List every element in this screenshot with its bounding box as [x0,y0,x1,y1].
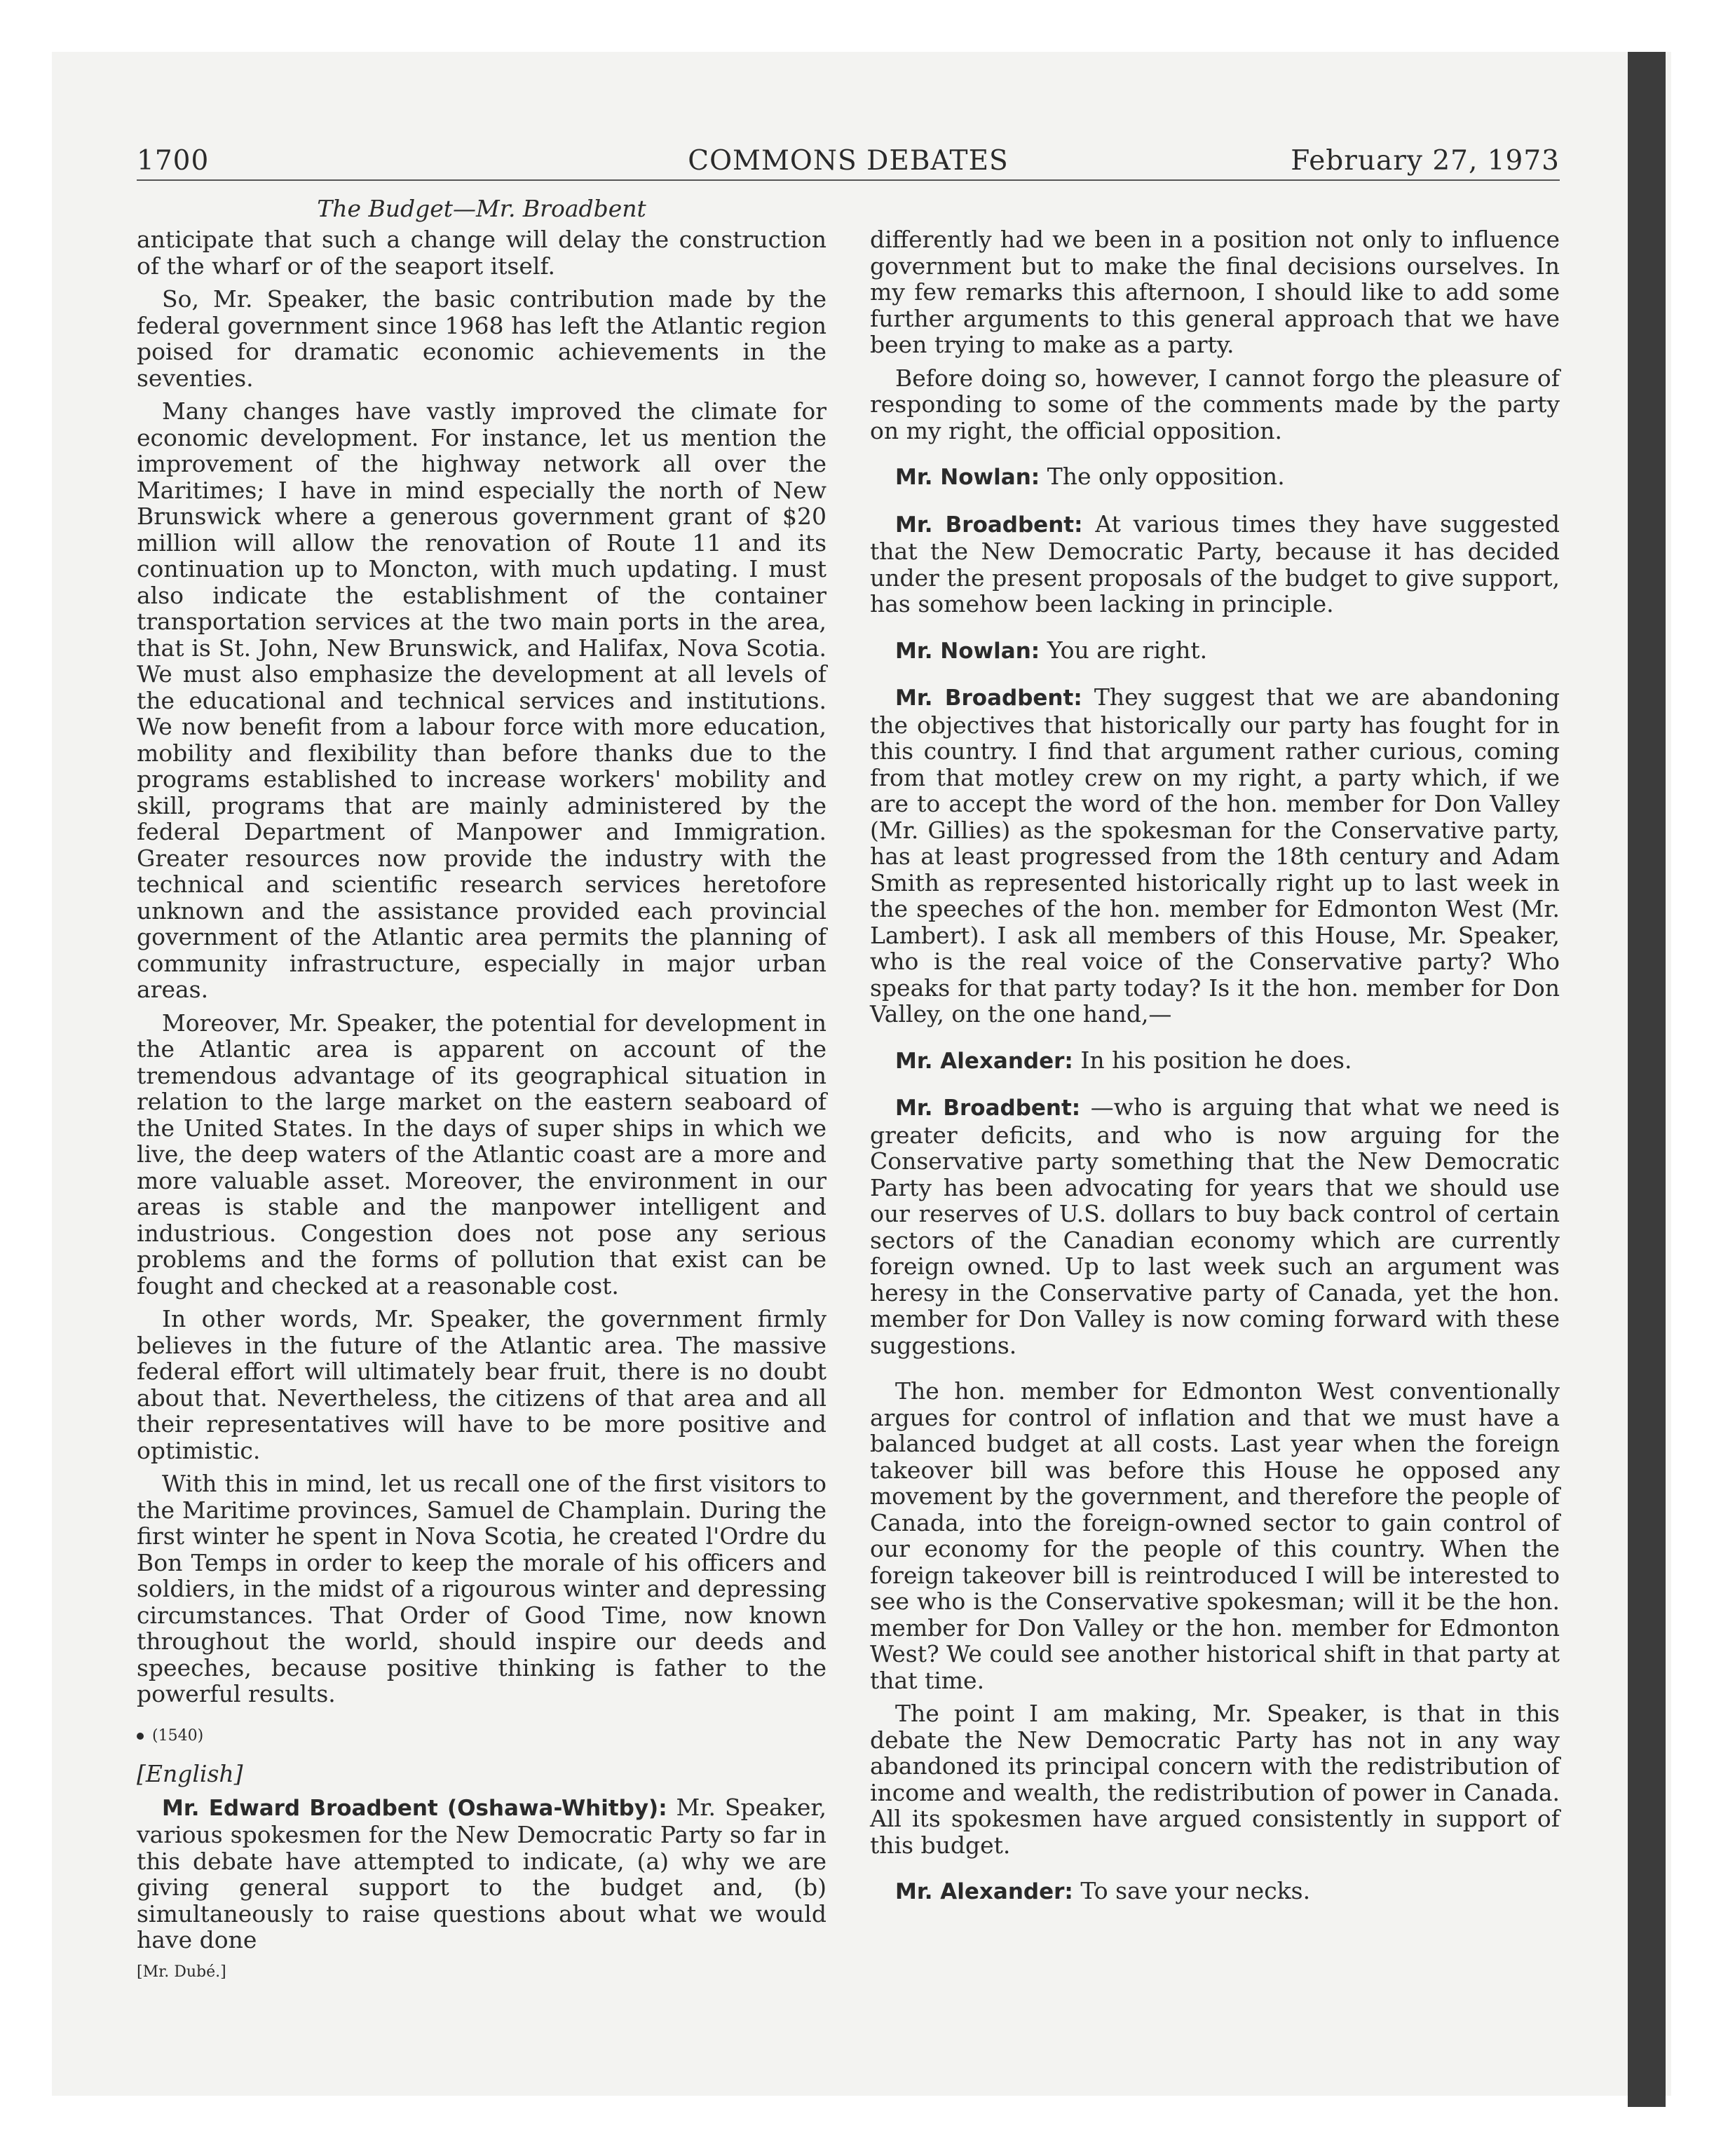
footer-note: [Mr. Dubé.] [137,1963,226,1981]
speech-text: —who is arguing that what we need is greater deficits, and who is now arguing for the Conservative party something that the New Democratic Party has been advocating for years that we should use our reserves of U.S. dollars to buy back control of certain sectors of the Canadian economy which are currently foreign owned. Up to last week such an argument was heresy in the Conservative party of Canada, yet the hon. member for Don Valley is now coming forward with these suggestions. [870,1093,1560,1359]
speaker-name: Mr. Broadbent: [895,685,1082,711]
right-column [870,226,1560,1913]
paragraph: The hon. member for Edmonton West conventionally argues for control of inflation and that we must have a balanced budget at all costs. Last year when the foreign takeover bill was before this House he opposed any movement by the government, and therefore the people of Canada, into the foreign-owned sector to gain control of our economy for the people of this country. When the foreign takeover bill is reintroduced I will be interested to see who is the Conservative spokesman; will it be the hon. member for Don Valley or the hon. member for Edmonton West? We could see another historical shift in that party at that time. [870,1377,1560,1694]
speech-text: You are right. [1047,636,1208,664]
paragraph: So, Mr. Speaker, the basic contribution made by the federal government since 1968 has left the Atlantic region poised for dramatic economic achievements in the seventies. [137,285,826,392]
paragraph: Before doing so, however, I cannot forgo the pleasure of responding to some of the comments made by the party on my right, the official opposition. [870,364,1560,444]
time-marker [137,1727,826,1745]
hansard-page [137,143,1560,1981]
paragraph: anticipate that such a change will delay the construction of the wharf or of the seaport itself. [137,226,826,280]
speaker-name: Mr. Broadbent: [895,1096,1081,1121]
binding-edge [1628,52,1666,2107]
page-header [137,143,1560,181]
paragraph: The point I am making, Mr. Speaker, is that in this debate the New Democratic Party has not in any way abandoned its principal concern with the redistribution of income and wealth, the redistribution of power in Canada. All its spokesmen have argued consistently in support of this budget. [870,1700,1560,1859]
page-number: 1700 [137,145,210,177]
speech-paragraph [870,684,1560,1028]
speech-paragraph [870,463,1560,491]
speaker-name: Mr. Edward Broadbent (Oshawa-Whitby): [162,1795,667,1821]
speech-paragraph [870,1047,1560,1075]
speaker-name: Mr. Nowlan: [895,638,1040,664]
speech-text: Mr. Speaker, various spokesmen for the New Democratic Party so far in this debate have attempted to indicate, (a) why we are giving general support to the budget and, (b) simultaneously to raise questions about what we would have done [137,1793,826,1953]
page-date: February 27, 1973 [1291,145,1560,177]
speaker-name: Mr. Alexander: [895,1879,1073,1904]
paragraph: Moreover, Mr. Speaker, the potential for development in the Atlantic area is apparent on account of the tremendous advantage of its geographical situation in relation to the large market on the eastern seaboard of the United States. In the days of super ships in which we live, the deep waters of the Atlantic coast are a more and more valuable asset. Moreover, the environment in our areas is stable and the manpower intelligent and industrious. Congestion does not pose any serious problems and the forms of pollution that exist can be fought and checked at a reasonable cost. [137,1009,826,1299]
speech-paragraph [870,511,1560,618]
speech-paragraph [870,637,1560,665]
speaker-name: Mr. Broadbent: [895,512,1083,538]
paragraph: In other words, Mr. Speaker, the government firmly believes in the future of the Atlantic area. The massive federal effort will ultimately bear fruit, there is no doubt about that. Nevertheless, the citizens of that area and all their representatives will have to be more positive and optimistic. [137,1305,826,1464]
running-head: The Budget—Mr. Broadbent [317,195,646,222]
speech-paragraph [870,1878,1560,1906]
time-marker-text: (1540) [152,1726,204,1745]
speech-text: To save your necks. [1080,1877,1311,1904]
speech-text: In his position he does. [1080,1046,1352,1074]
speech-paragraph [137,1794,826,1953]
paragraph: With this in mind, let us recall one of the first visitors to the Maritime provinces, Samuel de Champlain. During the first winter he spent in Nova Scotia, he created l'Ordre du Bon Temps in order to keep the morale of his officers and soldiers, in the midst of a rigourous winter and depressing circumstances. That Order of Good Time, now known throughout the world, should inspire our deeds and speeches, because positive thinking is father to the powerful results. [137,1470,826,1707]
language-note: [English] [137,1759,243,1787]
speech-text: At various times they have suggested that the New Democratic Party, because it has decided under the present proposals of the budget to give support, has somehow been lacking in principle. [870,510,1560,618]
paragraph: Many changes have vastly improved the climate for economic development. For instance, let us mention the improvement of the highway network all over the Maritimes; I have in mind especially the north of New Brunswick where a generous government grant of $20 million will allow the renovation of Route 11 and its continuation up to Moncton, with much updating. I must also indicate the establishment of the container transportation services at the two main ports in the area, that is St. John, New Brunswick, and Halifax, Nova Scotia. We must also emphasize the development at all levels of the educational and technical services and institutions. We now benefit from a labour force with more education, mobility and flexibility than before thanks due to the programs established to increase workers' mobility and skill, programs that are mainly administered by the federal Department of Manpower and Immigration. Greater resources now provide the industry with the technical and scientific research services heretofore unknown and the assistance provided each provincial government of the Atlantic area permits the planning of community infrastructure, especially in major urban areas. [137,397,826,1003]
speaker-name: Mr. Nowlan: [895,465,1040,490]
paragraph: differently had we been in a position not only to influence government but to make the final decisions ourselves. In my few remarks this afternoon, I should like to add some further arguments to this general approach that we have been trying to make as a party. [870,226,1560,358]
speech-text: They suggest that we are abandoning the objectives that historically our party has fought for in this country. I find that argument rather curious, coming from that motley crew on my right, a party which, if we are to accept the word of the hon. member for Don Valley (Mr. Gillies) as the spokesman for the Conservative party, has at least progressed from the 18th century and Adam Smith as represented historically right up to last week in the speeches of the hon. member for Edmonton West (Mr. Lambert). I ask all members of this House, Mr. Speaker, who is the real voice of the Conservative party? Who speaks for that party today? Is it the hon. member for Don Valley, on the one hand,— [870,683,1560,1028]
left-column [137,226,826,1981]
bullet-icon [137,1733,144,1740]
speaker-name: Mr. Alexander: [895,1048,1073,1074]
publication-title: COMMONS DEBATES [688,145,1009,177]
speech-text: The only opposition. [1047,463,1285,490]
speech-paragraph [870,1094,1560,1358]
